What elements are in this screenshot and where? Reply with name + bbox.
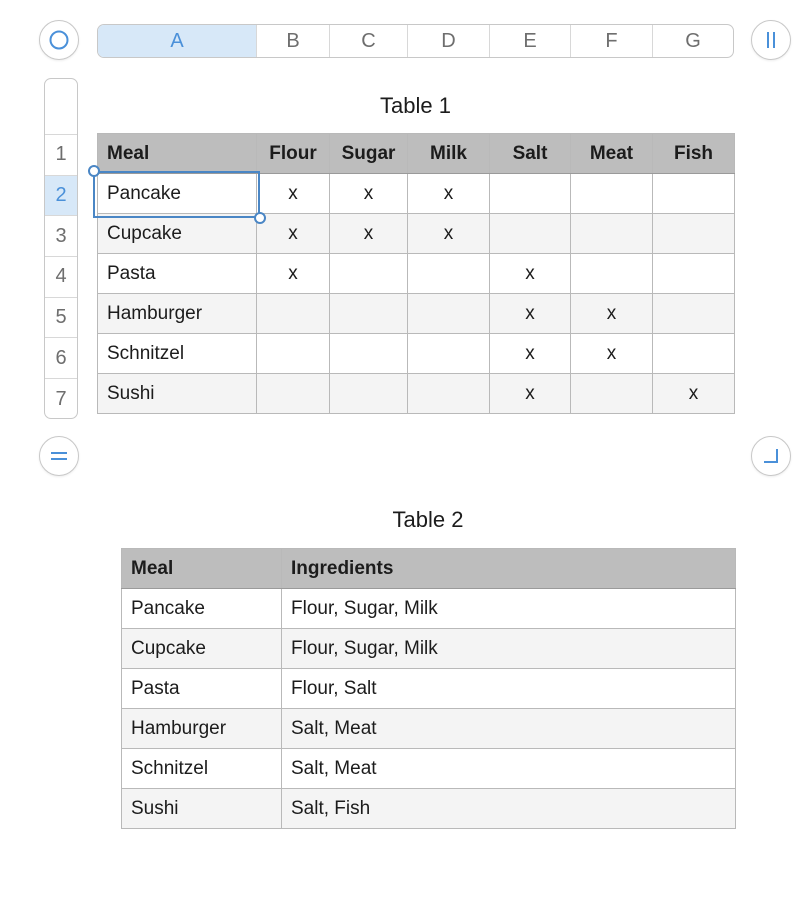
- table-cell[interactable]: [571, 174, 653, 214]
- table-cell[interactable]: Pasta: [98, 254, 257, 294]
- table-cell[interactable]: [653, 214, 735, 254]
- table-cell[interactable]: Cupcake: [122, 629, 282, 669]
- row-header-4[interactable]: 4: [45, 257, 77, 298]
- table-cell[interactable]: [330, 334, 408, 374]
- table1-header-row: [98, 134, 735, 174]
- equals-icon: [49, 446, 69, 466]
- table-cell[interactable]: Pancake: [98, 174, 257, 214]
- table-cell[interactable]: x: [330, 174, 408, 214]
- add-column-button[interactable]: [751, 20, 791, 60]
- table-cell[interactable]: Schnitzel: [98, 334, 257, 374]
- table-cell[interactable]: [571, 374, 653, 414]
- table-cell[interactable]: Sushi: [122, 789, 282, 829]
- table-cell[interactable]: [408, 374, 490, 414]
- table-row: [98, 214, 735, 254]
- table-cell[interactable]: x: [408, 174, 490, 214]
- column-header-d[interactable]: D: [408, 25, 490, 57]
- column-header-a[interactable]: A: [98, 25, 257, 57]
- table2-header-row: [122, 549, 736, 589]
- table2-title[interactable]: Table 2: [392, 507, 464, 532]
- table-row: [122, 669, 736, 709]
- table-cell[interactable]: Pasta: [122, 669, 282, 709]
- row-header-bar: [44, 78, 78, 419]
- table-cell[interactable]: x: [571, 334, 653, 374]
- column-header-b[interactable]: B: [257, 25, 330, 57]
- column-header-bar: [97, 24, 734, 58]
- table-row: [122, 589, 736, 629]
- row-header-6[interactable]: 6: [45, 338, 77, 379]
- table2: [121, 548, 736, 829]
- table-cell[interactable]: Flour, Sugar, Milk: [282, 629, 736, 669]
- selection-handle-bottom-right[interactable]: [254, 212, 266, 224]
- table-cell[interactable]: Pancake: [122, 589, 282, 629]
- table-cell[interactable]: [653, 334, 735, 374]
- table1-header-flour[interactable]: Flour: [257, 134, 330, 174]
- table-cell[interactable]: Sushi: [98, 374, 257, 414]
- table1-header-sugar[interactable]: Sugar: [330, 134, 408, 174]
- table-cell[interactable]: x: [257, 174, 330, 214]
- table-cell[interactable]: Cupcake: [98, 214, 257, 254]
- column-header-e[interactable]: E: [490, 25, 571, 57]
- table-cell[interactable]: [653, 254, 735, 294]
- resize-table-button[interactable]: [751, 436, 791, 476]
- row-header-corner: [45, 79, 77, 135]
- row-header-7[interactable]: 7: [55, 387, 67, 410]
- table-cell[interactable]: Salt, Meat: [282, 749, 736, 789]
- table-cell[interactable]: [490, 214, 571, 254]
- pause-bars-icon: [761, 30, 781, 50]
- table-row: [122, 749, 736, 789]
- table-cell[interactable]: x: [408, 214, 490, 254]
- table-cell[interactable]: Salt, Fish: [282, 789, 736, 829]
- select-table-button[interactable]: [39, 20, 79, 60]
- add-row-button[interactable]: [39, 436, 79, 476]
- table-row: [98, 174, 735, 214]
- table1-header-fish[interactable]: Fish: [653, 134, 735, 174]
- table-row: [98, 374, 735, 414]
- table1-header-meat[interactable]: Meat: [571, 134, 653, 174]
- table-cell[interactable]: [330, 254, 408, 294]
- table-cell[interactable]: [490, 174, 571, 214]
- table-cell[interactable]: Flour, Salt: [282, 669, 736, 709]
- row-header-1[interactable]: 1: [45, 135, 77, 176]
- table-cell[interactable]: Salt, Meat: [282, 709, 736, 749]
- table-cell[interactable]: Hamburger: [122, 709, 282, 749]
- table-row: [98, 294, 735, 334]
- table-cell[interactable]: [330, 374, 408, 414]
- table-cell[interactable]: [257, 374, 330, 414]
- table-cell[interactable]: [257, 334, 330, 374]
- table1-title[interactable]: Table 1: [380, 93, 451, 118]
- table-cell[interactable]: [653, 294, 735, 334]
- table1-header-milk[interactable]: Milk: [408, 134, 490, 174]
- selection-handle-top-left[interactable]: [88, 165, 100, 177]
- table1-header-salt[interactable]: Salt: [490, 134, 571, 174]
- table-cell[interactable]: x: [490, 294, 571, 334]
- table-cell[interactable]: [257, 294, 330, 334]
- table-cell[interactable]: [330, 294, 408, 334]
- table2-header-ingredients[interactable]: Ingredients: [282, 549, 736, 589]
- table-cell[interactable]: x: [490, 254, 571, 294]
- corner-icon: [761, 446, 781, 466]
- table-cell[interactable]: x: [330, 214, 408, 254]
- table-cell[interactable]: x: [257, 254, 330, 294]
- row-header-5[interactable]: 5: [45, 298, 77, 339]
- row-header-3[interactable]: 3: [45, 216, 77, 257]
- table2-header-meal[interactable]: Meal: [122, 549, 282, 589]
- circle-icon: [49, 30, 69, 50]
- table-row: [122, 709, 736, 749]
- table-cell[interactable]: x: [257, 214, 330, 254]
- table-cell[interactable]: Schnitzel: [122, 749, 282, 789]
- column-header-f[interactable]: F: [571, 25, 653, 57]
- table1-header-meal[interactable]: Meal: [98, 134, 257, 174]
- table-cell[interactable]: [408, 294, 490, 334]
- table-cell[interactable]: Flour, Sugar, Milk: [282, 589, 736, 629]
- table-cell[interactable]: [571, 214, 653, 254]
- column-header-c[interactable]: C: [330, 25, 408, 57]
- table-cell[interactable]: x: [653, 374, 735, 414]
- table-row: [122, 629, 736, 669]
- column-header-g[interactable]: G: [685, 29, 701, 52]
- table-row: [122, 789, 736, 829]
- table-row: [98, 254, 735, 294]
- table-cell[interactable]: x: [490, 334, 571, 374]
- table-cell[interactable]: Hamburger: [98, 294, 257, 334]
- table-cell[interactable]: x: [490, 374, 571, 414]
- table-cell[interactable]: [408, 254, 490, 294]
- table-cell[interactable]: [571, 254, 653, 294]
- table-cell[interactable]: x: [571, 294, 653, 334]
- table-cell[interactable]: [408, 334, 490, 374]
- table1: [97, 133, 735, 414]
- row-header-2[interactable]: 2: [45, 176, 77, 217]
- table-row: [98, 334, 735, 374]
- table-cell[interactable]: [653, 174, 735, 214]
